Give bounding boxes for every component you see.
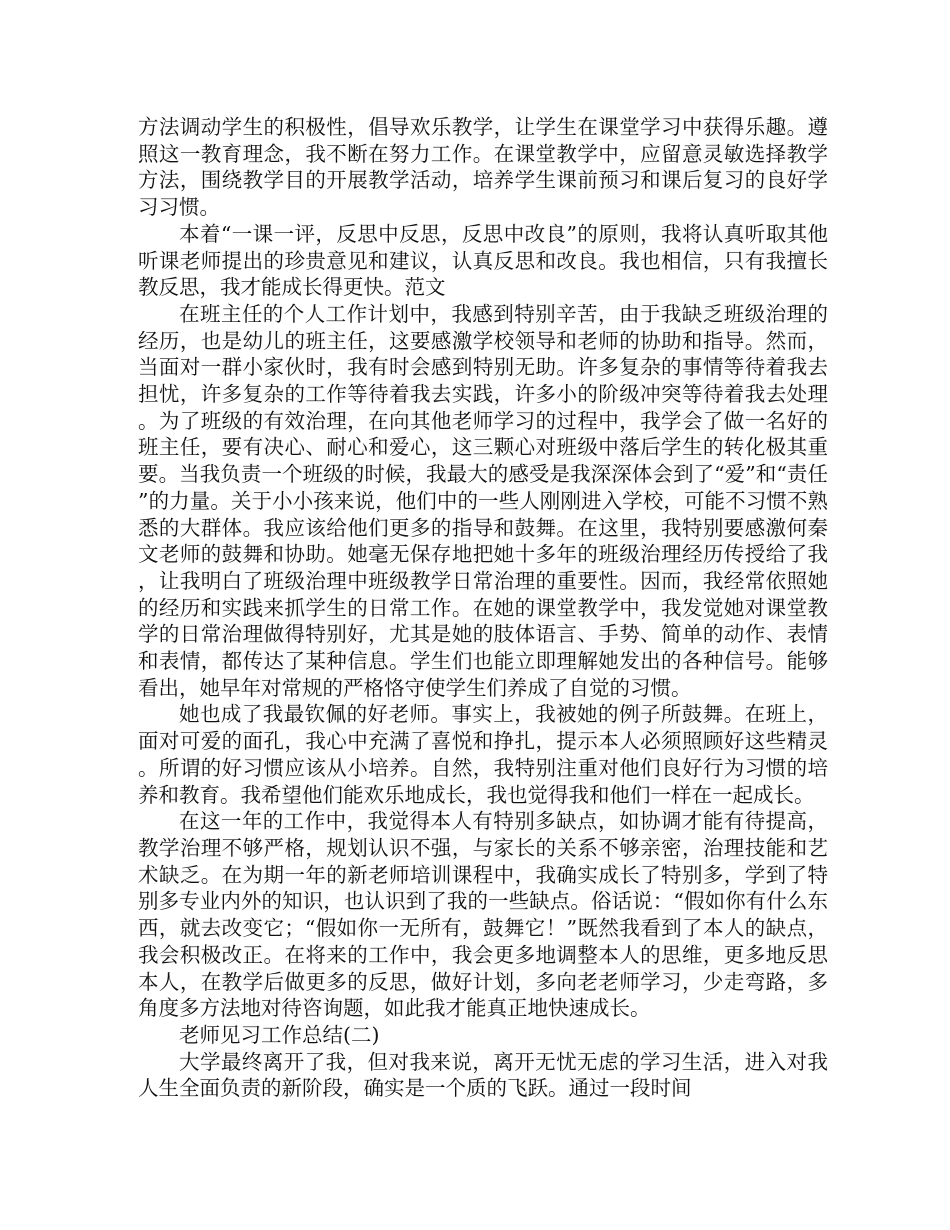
document-body	[138, 114, 828, 1102]
paragraph-continued: 方法调动学生的积极性，倡导欢乐教学，让学生在课堂学习中获得乐趣。遵照这一教育理念，我不断在努力工作。在课堂教学中，应留意灵敏选择教学方法，围绕教学目的开展教学活动，培养学生课前预习和课后复习的良好学习习惯。	[138, 115, 828, 220]
paragraph-university: 大学最终离开了我，但对我来说，离开无忧无虑的学习生活，进入对我人生全面负责的新阶段，确实是一个质的飞跃。通过一段时间	[138, 1049, 828, 1101]
paragraph-class-management: 在班主任的个人工作计划中，我感到特别辛苦，由于我缺乏班级治理的经历，也是幼儿的班主任，这要感激学校领导和老师的协助和指导。然而，当面对一群小家伙时，我有时会感到特别无助。许多复杂的事情等待着我去担忧，许多复杂的工作等待着我去实践，许多小的阶级冲突等待着我去处理。为了班级的有效治理，在向其他老师学习的过程中，我学会了做一名好的班主任，要有决心、耐心和爱心，这三颗心对班级中落后学生的转化极其重要。当我负责一个班级的时候，我最大的感受是我深深体会到了“爱”和“责任”的力量。关于小小孩来说，他们中的一些人刚刚进入学校，可能不习惯不熟悉的大群体。我应该给他们更多的指导和鼓舞。在这里，我特别要感激何秦文老师的鼓舞和协助。她毫无保存地把她十多年的班级治理经历传授给了我，让我明白了班级治理中班级教学日常治理的重要性。因而，我经常依照她的经历和实践来抓学生的日常工作。在她的课堂教学中，我发觉她对课堂教学的日常治理做得特别好，尤其是她的肢体语言、手势、简单的动作、表情和表情，都传达了某种信息。学生们也能立即理解她发出的各种信号。能够看出，她早年对常规的严格恪守使学生们养成了自觉的习惯。	[138, 301, 828, 700]
paragraph-admired-teacher: 她也成了我最钦佩的好老师。事实上，我被她的例子所鼓舞。在班上，面对可爱的面孔，我心中充满了喜悦和挣扎，提示本人必须照顾好这些精灵。所谓的好习惯应该从小培养。自然，我特别注重对他们良好行为习惯的培养和教育。我希望他们能欢乐地成长，我也觉得我和他们一样在一起成长。	[138, 702, 828, 807]
paragraph-shortcomings: 在这一年的工作中，我觉得本人有特别多缺点，如协调才能有待提高，教学治理不够严格，规划认识不强，与家长的关系不够亲密，治理技能和艺术缺乏。在为期一年的新老师培训课程中，我确实成长了特别多，学到了特别多专业内外的知识，也认识到了我的一些缺点。俗话说：“假如你有什么东西，就去改变它；“假如你一无所有，鼓舞它！”既然我看到了本人的缺点，我会积极改正。在将来的工作中，我会更多地调整本人的思维，更多地反思本人，在教学后做更多的反思，做好计划，多向老老师学习，少走弯路，多角度多方法地对待咨询题，如此我才能真正地快速成长。	[138, 809, 828, 1021]
paragraph-reflection-principle: 本着“一课一评，反思中反思，反思中改良”的原则，我将认真听取其他听课老师提出的珍贵意见和建议，认真反思和改良。我也相信，只有我擅长教反思，我才能成长得更快。范文	[138, 221, 828, 300]
section-heading: 老师见习工作总结(二)	[179, 1022, 380, 1047]
